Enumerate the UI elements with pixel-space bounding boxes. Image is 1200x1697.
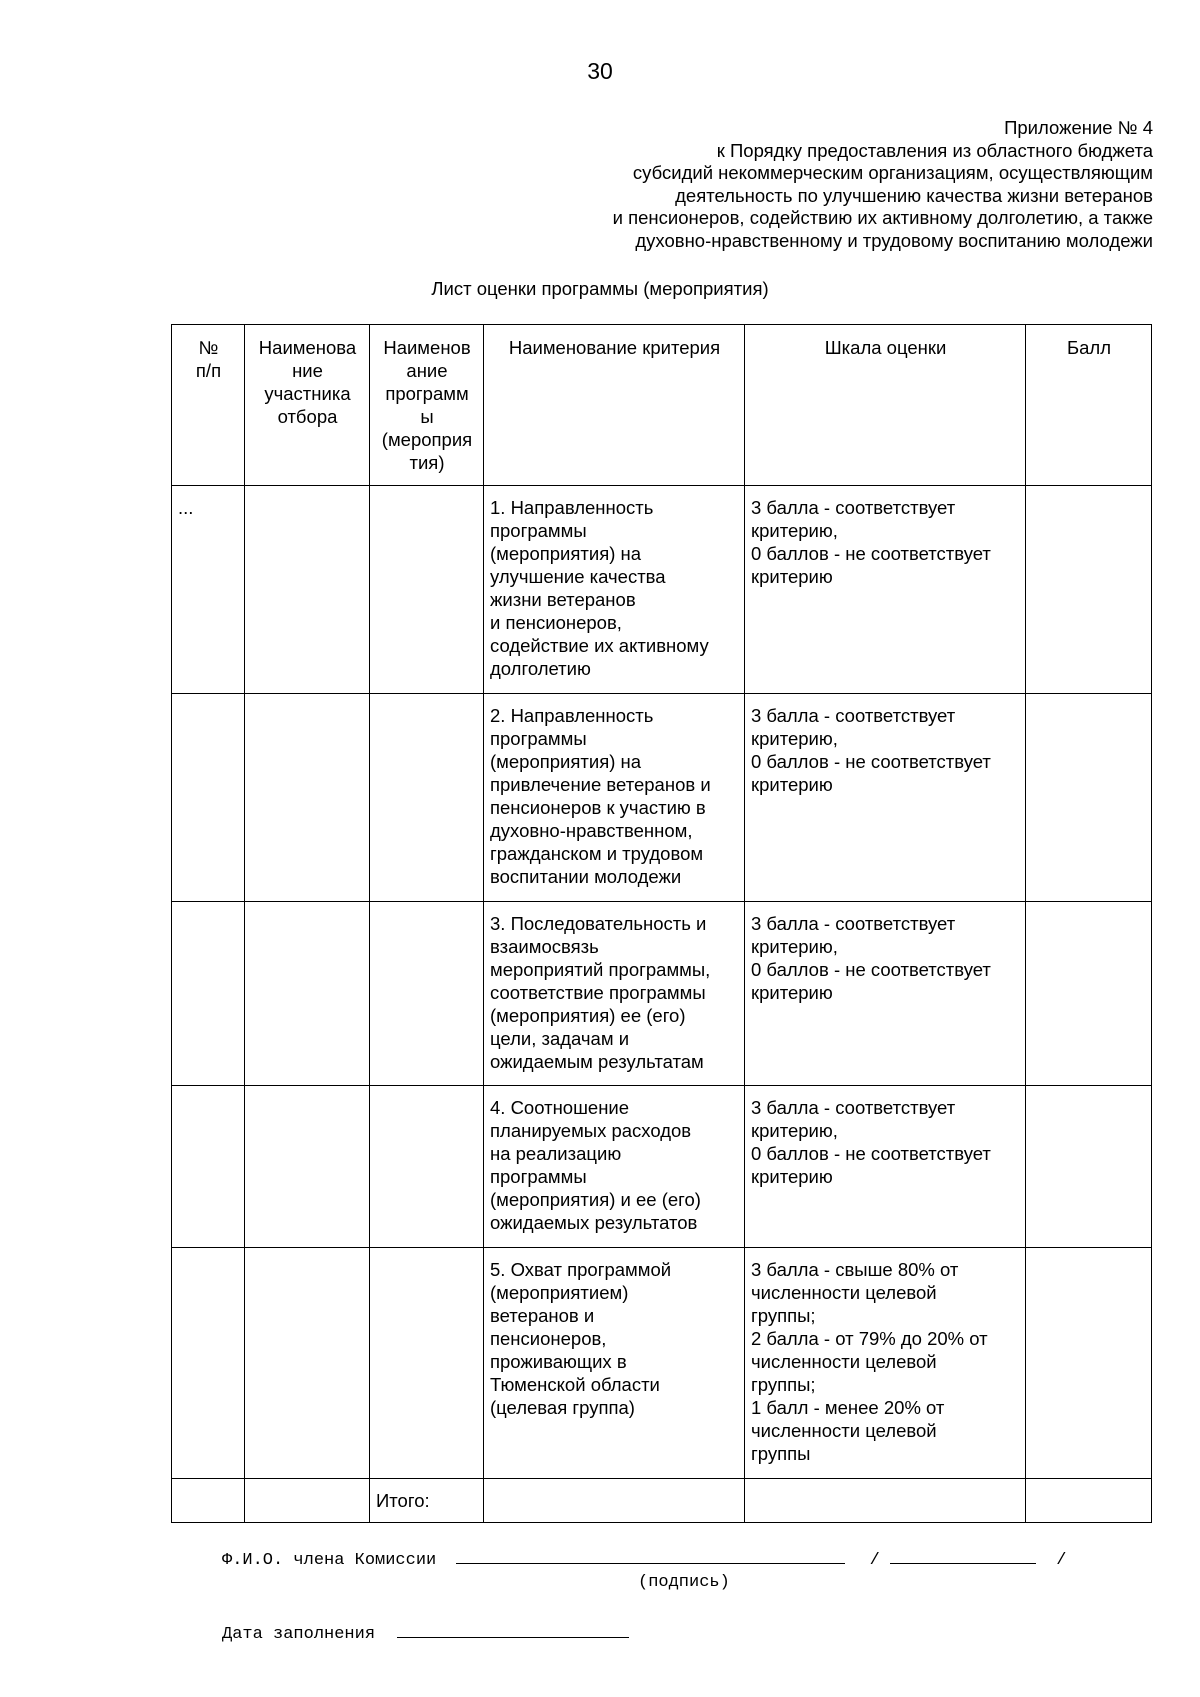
cell-participant — [245, 1479, 370, 1523]
header-num: № п/п — [172, 325, 245, 486]
cell-criterion: 4. Соотношение планируемых расходов на реализацию программы (мероприятия) и ее (его) ожидаемых результатов — [484, 1086, 745, 1248]
signature-label: Ф.И.О. члена Комиссии — [222, 1551, 437, 1570]
cell-program — [370, 902, 484, 1086]
appendix-block — [613, 117, 1153, 252]
cell-score — [1026, 486, 1152, 694]
cell-num — [172, 694, 245, 902]
table-header-row — [172, 325, 1152, 486]
cell-criterion: 3. Последовательность и взаимосвязь мероприятий программы, соответствие программы (мероприятия) ее (его) цели, задачам и ожидаемым результатам — [484, 902, 745, 1086]
cell-program — [370, 1086, 484, 1248]
table-row — [172, 902, 1152, 1086]
sheet-title: Лист оценки программы (мероприятия) — [431, 278, 769, 299]
cell-program — [370, 486, 484, 694]
cell-num — [172, 1086, 245, 1248]
cell-scale: 3 балла - свыше 80% от численности целевой группы; 2 балла - от 79% до 20% от численности целевой группы; 1 балл - менее 20% от численности целевой группы — [745, 1248, 1026, 1479]
cell-scale: 3 балла - соответствует критерию, 0 баллов - не соответствует критерию — [745, 902, 1026, 1086]
appendix-line: к Порядку предоставления из областного бюджета — [716, 139, 1153, 161]
cell-score — [1026, 1479, 1152, 1523]
cell-program — [370, 1248, 484, 1479]
cell-criterion: 5. Охват программой (мероприятием) ветеранов и пенсионеров, проживающих в Тюменской области (целевая группа) — [484, 1248, 745, 1479]
appendix-line: и пенсионеров, содействию их активному долголетию, а также — [612, 207, 1153, 228]
signature-hint: (подпись) — [638, 1573, 730, 1592]
cell-program — [370, 694, 484, 902]
cell-num: ... — [172, 486, 245, 694]
cell-scale: 3 балла - соответствует критерию, 0 баллов - не соответствует критерию — [745, 1086, 1026, 1248]
cell-participant — [245, 902, 370, 1086]
table-row — [172, 486, 1152, 694]
cell-criterion — [484, 1479, 745, 1523]
cell-participant — [245, 486, 370, 694]
cell-scale — [745, 1479, 1026, 1523]
date-row — [222, 1621, 629, 1644]
cell-participant — [245, 1086, 370, 1248]
page-number: 30 — [587, 58, 613, 84]
cell-score — [1026, 694, 1152, 902]
cell-scale: 3 балла - соответствует критерию, 0 баллов - не соответствует критерию — [745, 486, 1026, 694]
cell-num — [172, 902, 245, 1086]
cell-participant — [245, 1248, 370, 1479]
appendix-line: Приложение № 4 — [1004, 117, 1153, 138]
total-row — [172, 1479, 1152, 1523]
header-scale: Шкала оценки — [745, 325, 1026, 486]
signature-separator: / — [1056, 1551, 1067, 1570]
date-line — [397, 1621, 629, 1638]
signature-separator: / — [869, 1551, 880, 1570]
table-row — [172, 1248, 1152, 1479]
appendix-line: духовно-нравственному и трудовому воспитанию молодежи — [635, 229, 1153, 251]
cell-score — [1026, 902, 1152, 1086]
header-participant: Наименова ние участника отбора — [245, 325, 370, 486]
table-row — [172, 1086, 1152, 1248]
name-line — [890, 1547, 1036, 1564]
header-criterion: Наименование критерия — [484, 325, 745, 486]
cell-participant — [245, 694, 370, 902]
cell-criterion: 1. Направленность программы (мероприятия) на улучшение качества жизни ветеранов и пенсионеров, содействие их активному долголетию — [484, 486, 745, 694]
total-label: Итого: — [370, 1479, 484, 1523]
evaluation-table — [171, 324, 1152, 1523]
appendix-line: деятельность по улучшению качества жизни ветеранов — [675, 184, 1153, 206]
cell-score — [1026, 1248, 1152, 1479]
date-label: Дата заполнения — [222, 1625, 376, 1644]
header-program: Наименов ание программ ы (мероприя тия) — [370, 325, 484, 486]
appendix-line: субсидий некоммерческим организациям, осуществляющим — [632, 162, 1153, 183]
cell-scale: 3 балла - соответствует критерию, 0 баллов - не соответствует критерию — [745, 694, 1026, 902]
cell-num — [172, 1248, 245, 1479]
table-row — [172, 694, 1152, 902]
cell-criterion: 2. Направленность программы (мероприятия) на привлечение ветеранов и пенсионеров к участию в духовно-нравственном, гражданском и трудовом воспитании молодежи — [484, 694, 745, 902]
cell-num — [172, 1479, 245, 1523]
cell-score — [1026, 1086, 1152, 1248]
signature-line — [456, 1547, 845, 1564]
header-score: Балл — [1026, 325, 1152, 486]
signature-row — [222, 1547, 1066, 1570]
